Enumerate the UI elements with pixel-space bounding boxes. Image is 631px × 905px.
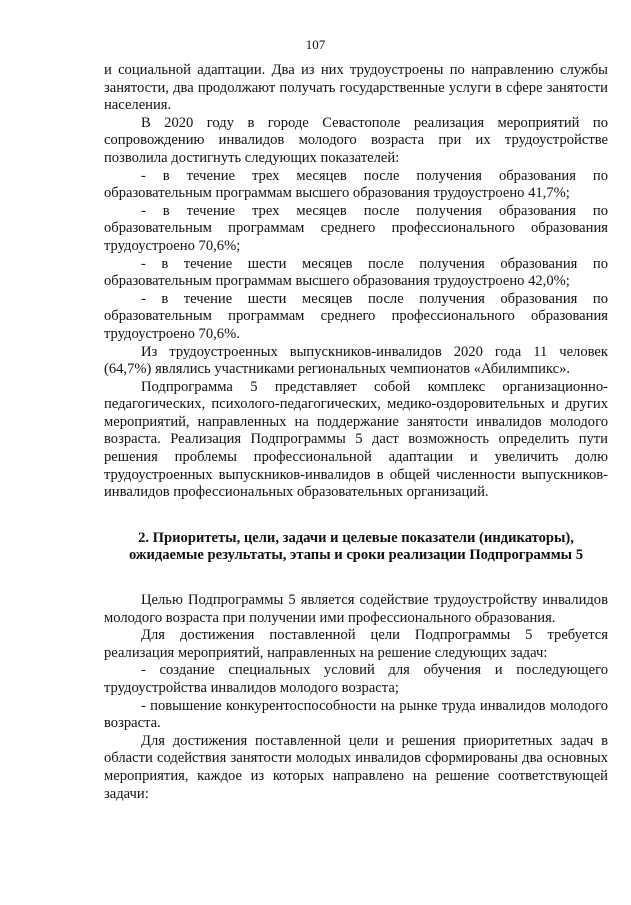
paragraph: Для достижения поставленной цели и решения приоритетных задач в области содействия занятости молодых инвалидов сформированы два основных мероприятия, каждое из которых направлено на решение соответствующей задачи: [104,732,608,802]
document-body [104,62,608,803]
paragraph: и социальной адаптации. Два из них трудоустроены по направлению службы занятости, два продолжают получать государственные услуги в сфере занятости населения. [104,62,608,114]
paragraph: Для достижения поставленной цели Подпрограммы 5 требуется реализация мероприятий, направленных на решение следующих задач: [104,627,608,661]
list-item: - повышение конкурентоспособности на рынке труда инвалидов молодого возраста. [104,697,608,732]
paragraph: В 2020 году в городе Севастополе реализация мероприятий по сопровождению инвалидов молодого возраста при их трудоустройстве позволила достигнуть следующих показателей: [104,114,608,166]
list-item: - в течение трех месяцев после получения образования по образовательным программам высшего образования трудоустроено 41,7%; [104,167,608,202]
page-number: 107 [305,37,326,52]
paragraph: Из трудоустроенных выпускников-инвалидов 2020 года 11 человек (64,7%) являлись участниками региональных чемпионатов «Абилимпикс». [104,343,608,378]
section-heading: 2. Приоритеты, цели, задачи и целевые показатели (индикаторы), ожидаемые результаты, этапы и сроки реализации Подпрограммы 5 [128,529,584,564]
list-item: - создание специальных условий для обучения и последующего трудоустройства инвалидов молодого возраста; [104,662,608,696]
list-item: - в течение шести месяцев после получения образования по образовательным программам высшего образования трудоустроено 42,0%; [104,255,608,290]
list-item: - в течение шести месяцев после получения образования по образовательным программам среднего профессионального образования трудоустроено 70,6%. [104,290,608,342]
paragraph: Подпрограмма 5 представляет собой комплекс организационно-педагогических, психолого-педагогических, медико-оздоровительных и других мероприятий, направленных на поддержание занятости инвалидов молодого возраста. Реализация Подпрограммы 5 даст возможность определить пути решения проблемы профессиональной адаптации и увеличить долю трудоустроенных выпускников-инвалидов в общей численности выпускников-инвалидов профессиональных образовательных организаций. [104,378,608,501]
list-item: - в течение трех месяцев после получения образования по образовательным программам среднего профессионального образования трудоустроено 70,6%; [104,202,608,254]
paragraph: Целью Подпрограммы 5 является содействие трудоустройству инвалидов молодого возраста при получении ими профессионального образования. [104,592,608,626]
